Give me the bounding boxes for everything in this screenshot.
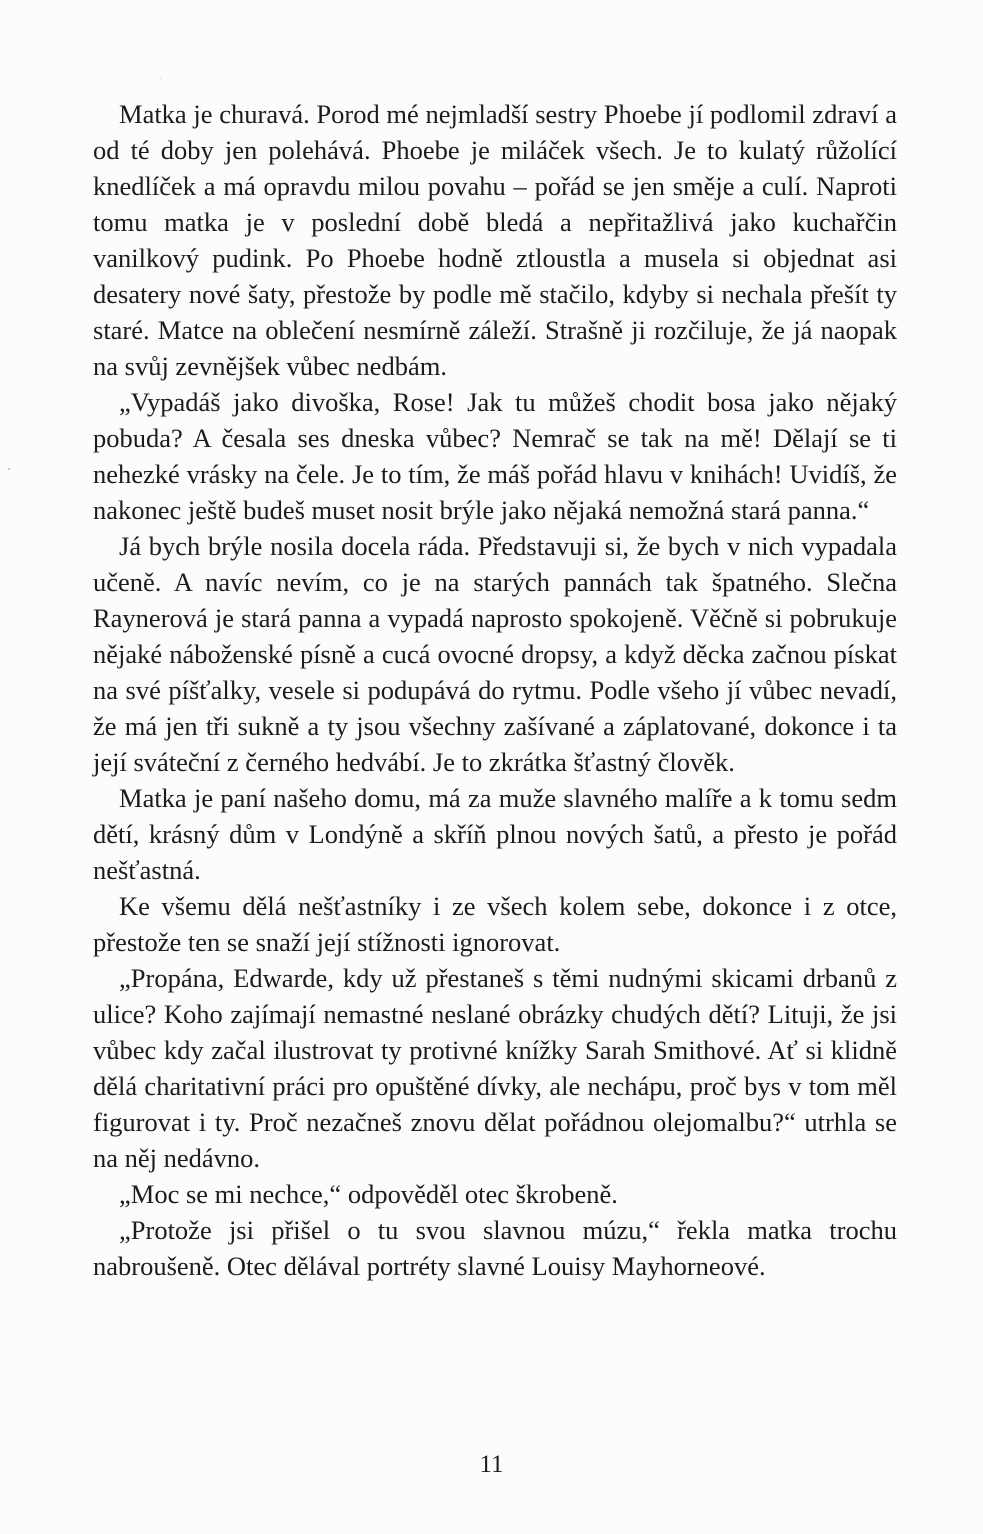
body-text bbox=[93, 96, 897, 1284]
paragraph: „Propána, Edwarde, kdy už přestaneš s těmi nudnými skicami drbanů z ulice? Koho zajímají nemastné neslané obrázky chudých dětí? Lituji, že jsi vůbec kdy začal ilustrovat ty protivné knížky Sarah Smithové. Ať si klidně dělá charitativní práci pro opuštěné dívky, ale nechápu, proč bys v tom měl figurovat i ty. Proč nezačneš znovu dělat pořádnou olejomalbu?“ utrhla se na něj nedávno. bbox=[93, 963, 897, 1173]
paragraph: Matka je paní našeho domu, má za muže slavného malíře a k tomu sedm dětí, krásný dům v Londýně a skříň plnou nových šatů, a přesto je pořád nešťastná. bbox=[93, 783, 897, 885]
paper-speck bbox=[8, 468, 10, 470]
paragraph: „Protože jsi přišel o tu svou slavnou múzu,“ řekla matka trochu nabroušeně. Otec dělával portréty slavné Louisy Mayhorneové. bbox=[93, 1215, 897, 1281]
page-number: 11 bbox=[479, 1451, 504, 1478]
paper-speck bbox=[160, 78, 161, 79]
paragraph: Matka je churavá. Porod mé nejmladší sestry Phoebe jí podlomil zdraví a od té doby jen polehává. Phoebe je miláček všech. Je to kulatý růžolící knedlíček a má opravdu milou povahu – pořád se jen směje a culí. Naproti tomu matka je v poslední době bledá a nepřitažlivá jako kuchařčin vanilkový pudink. Po Phoebe hodně ztloustla a musela si objednat asi desatery nové šaty, přestože by podle mě stačilo, kdyby si nechala přešít ty staré. Matce na oblečení nesmírně záleží. Strašně ji rozčiluje, že já naopak na svůj zevnějšek vůbec nedbám. bbox=[93, 99, 897, 381]
paragraph: „Vypadáš jako divoška, Rose! Jak tu můžeš chodit bosa jako nějaký pobuda? A česala ses dneska vůbec? Nemrač se tak na mě! Dělají se ti nehezké vrásky na čele. Je to tím, že máš pořád hlavu v knihách! Uvidíš, že nakonec ještě budeš muset nosit brýle jako nějaká nemožná stará panna.“ bbox=[93, 387, 897, 525]
paragraph: Ke všemu dělá nešťastníky i ze všech kolem sebe, dokonce i z otce, přestože ten se snaží její stížnosti ignorovat. bbox=[93, 891, 897, 957]
paragraph: „Moc se mi nechce,“ odpověděl otec škrobeně. bbox=[119, 1179, 618, 1209]
paragraph: Já bych brýle nosila docela ráda. Představuji si, že bych v nich vypadala učeně. A navíc nevím, co je na starých pannách tak špatného. Slečna Raynerová je stará panna a vypadá naprosto spokojeně. Věčně si pobrukuje nějaké náboženské písně a cucá ovocné dropsy, a když děcka začnou pískat na své píšťalky, vesele si podupává do rytmu. Podle všeho jí vůbec nevadí, že má jen tři sukně a ty jsou všechny zašívané a záplatované, dokonce i ta její sváteční z černého hedvábí. Je to zkrátka šťastný člověk. bbox=[93, 531, 897, 777]
